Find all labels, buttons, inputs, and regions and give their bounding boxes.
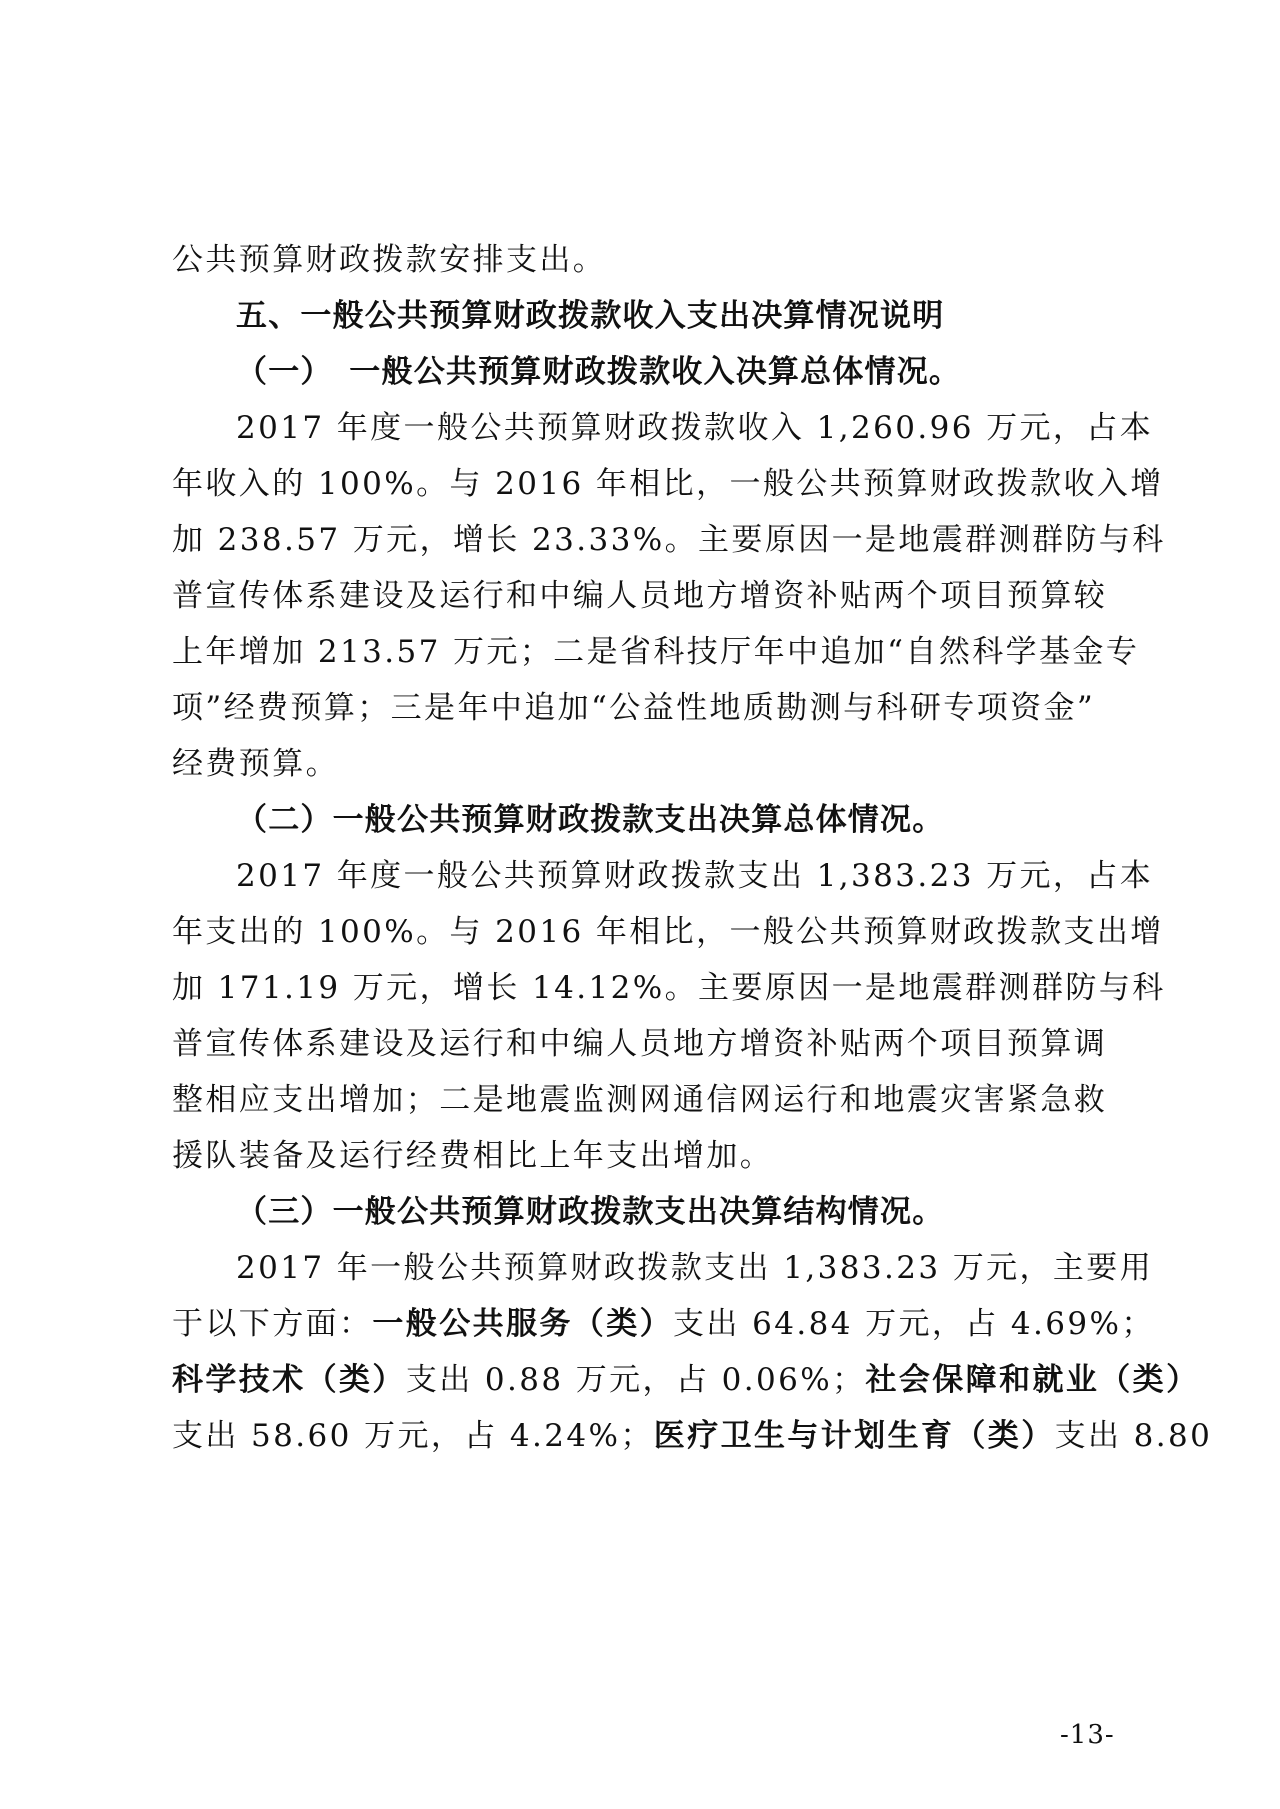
- text-line: 普宣传体系建设及运行和中编人员地方增资补贴两个项目预算调: [172, 1026, 1108, 1062]
- text-line: 整相应支出增加；二是地震监测网通信网运行和地震灾害紧急救: [172, 1082, 1108, 1118]
- text-line: 年收入的 100%。与 2016 年相比，一般公共预算财政拨款收入增: [172, 466, 1164, 502]
- text-line: 项”经费预算；三是年中追加“公益性地质勘测与科研专项资金”: [172, 690, 1096, 726]
- text-line: 援队装备及运行经费相比上年支出增加。: [172, 1138, 774, 1174]
- text-line: 普宣传体系建设及运行和中编人员地方增资补贴两个项目预算较: [172, 578, 1108, 614]
- text-line: 2017 年度一般公共预算财政拨款收入 1,260.96 万元，占本: [236, 410, 1154, 446]
- subsection-heading-3: （三）一般公共预算财政拨款支出决算结构情况。: [236, 1194, 945, 1230]
- category-general-public-services: 一般公共服务（类）: [372, 1306, 674, 1342]
- text-span: 支出 0.88 万元，占 0.06%；: [405, 1362, 866, 1398]
- text-line-mixed: [172, 1296, 1155, 1352]
- category-medical-health-family-planning: 医疗卫生与计划生育（类）: [653, 1418, 1055, 1454]
- text-span: 于以下方面：: [172, 1306, 373, 1342]
- text-span: 支出 64.84 万元，占 4.69%；: [673, 1306, 1155, 1342]
- subsection-heading-2: （二）一般公共预算财政拨款支出决算总体情况。: [236, 802, 945, 838]
- category-social-security-employment: 社会保障和就业（类）: [865, 1362, 1200, 1398]
- text-span: 支出 8.80: [1054, 1418, 1213, 1454]
- text-line-mixed: [172, 1352, 1200, 1408]
- category-science-technology: 科学技术（类）: [172, 1362, 406, 1398]
- text-line: 加 238.57 万元，增长 23.33%。主要原因一是地震群测群防与科: [172, 522, 1166, 558]
- text-line-mixed: [172, 1408, 1213, 1464]
- text-line: 经费预算。: [172, 746, 339, 782]
- text-line: 年支出的 100%。与 2016 年相比，一般公共预算财政拨款支出增: [172, 914, 1164, 950]
- text-line: 公共预算财政拨款安排支出。: [172, 242, 607, 278]
- text-line: 2017 年一般公共预算财政拨款支出 1,383.23 万元，主要用: [236, 1250, 1154, 1286]
- text-line: 加 171.19 万元，增长 14.12%。主要原因一是地震群测群防与科: [172, 970, 1166, 1006]
- section-heading: 五、一般公共预算财政拨款收入支出决算情况说明: [236, 298, 945, 334]
- subsection-heading-1: （一） 一般公共预算财政拨款收入决算总体情况。: [236, 354, 962, 390]
- page-number: -13-: [1060, 1720, 1115, 1750]
- text-span: 支出 58.60 万元，占 4.24%；: [172, 1418, 654, 1454]
- text-line: 2017 年度一般公共预算财政拨款支出 1,383.23 万元，占本: [236, 858, 1154, 894]
- text-line: 上年增加 213.57 万元；二是省科技厅年中追加“自然科学基金专: [172, 634, 1140, 670]
